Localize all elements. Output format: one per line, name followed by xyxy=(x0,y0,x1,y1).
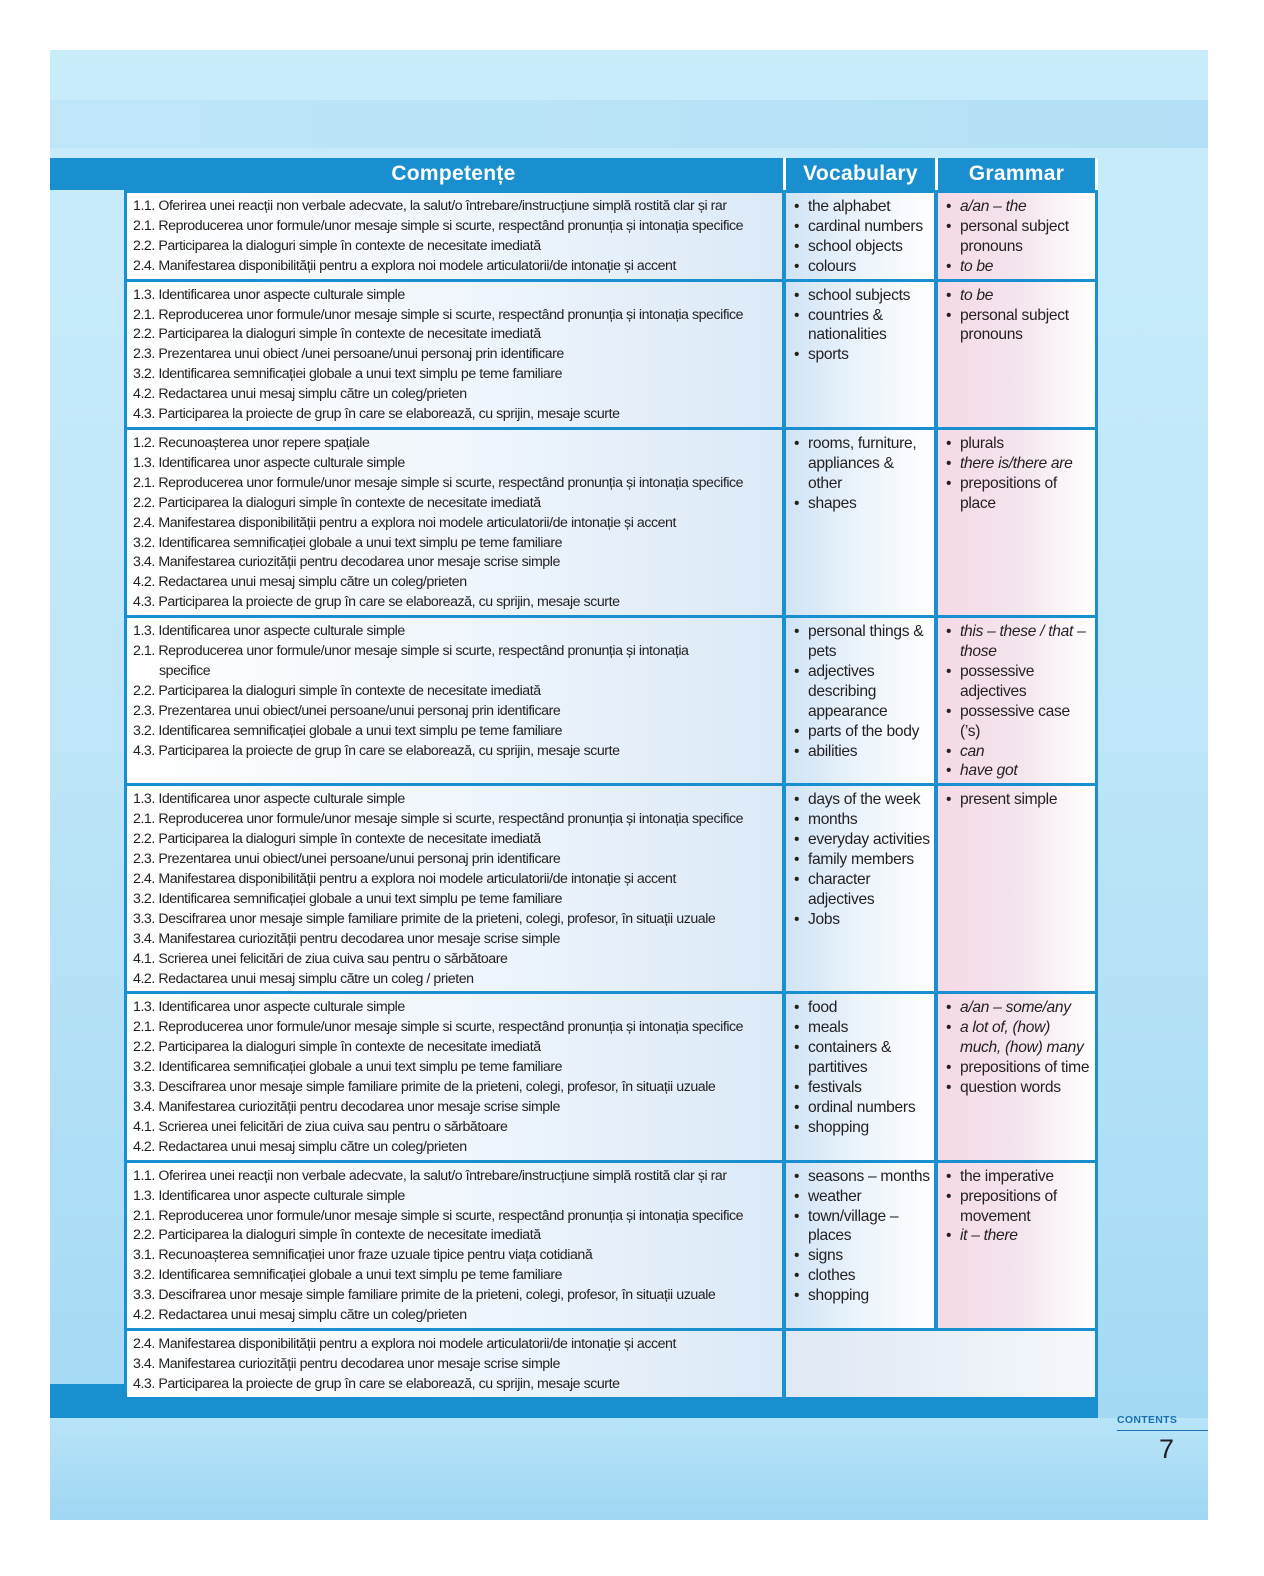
vocabulary-item xyxy=(792,1098,930,1118)
competence-line: 1.2. Recunoașterea unor repere spațiale xyxy=(133,434,370,451)
grammar-cell xyxy=(938,427,1098,615)
grammar-list xyxy=(944,790,1091,810)
grammar-item-text: have got xyxy=(960,762,1018,780)
grammar-item xyxy=(944,1018,1091,1058)
vocabulary-item xyxy=(792,1078,930,1098)
grammar-item-text: question words xyxy=(960,1079,1061,1097)
competence-line: 3.3. Descifrarea unor mesaje simple familiare primite de la prieteni, colegi, profesor, în situații uzuale xyxy=(133,1079,716,1096)
vocabulary-list xyxy=(792,998,930,1137)
grammar-cell xyxy=(938,279,1098,427)
vocabulary-item xyxy=(792,870,930,910)
vocabulary-item xyxy=(792,810,930,830)
header-grammar: Grammar xyxy=(938,158,1098,190)
competence-line: 2.3. Prezentarea unui obiect/unei persoane/unui personaj prin identificare xyxy=(133,702,561,719)
competences-cell xyxy=(124,615,786,783)
competence-line: 2.1. Reproducerea unor formule/unor mesaje simple si scurte, respectând pronunția și intonația specifice xyxy=(133,1019,744,1036)
grammar-item xyxy=(944,742,1091,762)
competence-line: 2.4. Manifestarea disponibilității pentru a explora noi modele articulatorii/de intonație și accent xyxy=(133,514,676,531)
table-row xyxy=(124,783,1098,991)
vocabulary-cell xyxy=(786,279,938,427)
grammar-item-text: can xyxy=(960,742,985,760)
vocabulary-item-text: parts of the body xyxy=(808,722,920,740)
competence-line: 2.1. Reproducerea unor formule/unor mesaje simple si scurte, respectând pronunția și intonația specifice xyxy=(133,217,744,234)
vocabulary-item xyxy=(792,1187,930,1207)
grammar-cell xyxy=(938,1160,1098,1328)
grammar-item-text: present simple xyxy=(960,791,1058,809)
table-body xyxy=(124,190,1098,1400)
grammar-item xyxy=(944,1226,1091,1246)
table-row xyxy=(124,279,1098,427)
grammar-item-text: prepositions of place xyxy=(960,474,1057,512)
grammar-item-text: the imperative xyxy=(960,1167,1054,1185)
page-number: 7 xyxy=(1158,1434,1174,1464)
competence-line: 3.3. Descifrarea unor mesaje simple familiare primite de la prieteni, colegi, profesor, în situații uzuale xyxy=(133,910,716,927)
grammar-cell xyxy=(938,991,1098,1159)
competence-line: 2.1. Reproducerea unor formule/unor mesaje simple si scurte, respectând pronunția și intonația specifice xyxy=(133,811,744,828)
grammar-item-text: prepositions of movement xyxy=(960,1187,1057,1225)
competence-line: 2.2. Participarea la dialoguri simple în contexte de necesitate imediată xyxy=(133,326,541,343)
grammar-list xyxy=(944,1167,1091,1247)
grammar-item xyxy=(944,454,1091,474)
competence-line: 2.4. Manifestarea disponibilității pentru a explora noi modele articulatorii/de intonație și accent xyxy=(133,1335,676,1352)
grammar-item-text: possessive case (’s) xyxy=(960,702,1070,740)
competence-line: 3.4. Manifestarea curiozității pentru decodarea unor mesaje scrise simple xyxy=(133,554,560,571)
vocabulary-item xyxy=(792,1246,930,1266)
vocabulary-item-text: cardinal numbers xyxy=(808,217,923,235)
competence-line: specifice xyxy=(159,662,211,679)
vocabulary-item-text: ordinal numbers xyxy=(808,1098,916,1116)
vocabulary-cell xyxy=(786,190,938,279)
vocabulary-item-text: town/village – places xyxy=(808,1207,899,1245)
footer-band xyxy=(50,1418,1208,1520)
vocabulary-cell xyxy=(786,1160,938,1328)
vocabulary-list xyxy=(792,622,930,761)
competences-cell xyxy=(124,1160,786,1328)
vocabulary-list xyxy=(792,434,930,514)
vocabulary-item xyxy=(792,217,930,237)
vocabulary-item xyxy=(792,622,930,662)
vocabulary-item-text: the alphabet xyxy=(808,198,891,215)
grammar-cell xyxy=(938,783,1098,991)
header-vocabulary: Vocabulary xyxy=(786,158,938,190)
vocabulary-item xyxy=(792,1038,930,1078)
competences-cell xyxy=(124,279,786,427)
competences-cell xyxy=(124,991,786,1159)
vocabulary-list xyxy=(792,790,930,929)
grammar-item-text: a lot of, (how) much, (how) many xyxy=(960,1019,1084,1057)
competence-line: 2.2. Participarea la dialoguri simple în contexte de necesitate imediată xyxy=(133,494,541,511)
vocabulary-cell xyxy=(786,427,938,615)
competence-line: 2.3. Prezentarea unui obiect /unei persoane/unui personaj prin identificare xyxy=(133,346,564,363)
competence-line: 2.3. Prezentarea unui obiect/unei persoane/unui personaj prin identificare xyxy=(133,851,561,868)
grammar-list xyxy=(944,286,1091,346)
vocabulary-item-text: shopping xyxy=(808,1287,869,1305)
vocabulary-list xyxy=(792,197,930,277)
grammar-item xyxy=(944,662,1091,702)
vocabulary-item xyxy=(792,494,930,514)
competence-line: 4.3. Participarea la proiecte de grup în care se elaborează, cu sprijin, mesaje scurte xyxy=(133,406,620,423)
grammar-item xyxy=(944,702,1091,742)
vocabulary-item-text: sports xyxy=(808,346,849,364)
competence-line: 1.3. Identificarea unor aspecte culturale simple xyxy=(133,999,405,1016)
competence-line: 2.1. Reproducerea unor formule/unor mesaje simple si scurte, respectând pronunția și intonația specifice xyxy=(133,306,744,323)
vocabulary-list xyxy=(792,286,930,366)
grammar-cell xyxy=(938,190,1098,279)
competence-line: 3.2. Identificarea semnificației globale a unui text simplu pe teme familiare xyxy=(133,1059,563,1076)
curriculum-table xyxy=(124,158,1098,1400)
grammar-item xyxy=(944,286,1091,306)
vocabulary-item-text: clothes xyxy=(808,1267,856,1285)
vocabulary-item-text: adjectives describing appearance xyxy=(808,662,888,720)
grammar-item xyxy=(944,1167,1091,1187)
competence-line: 1.1. Oferirea unei reacții non verbale adecvate, la salut/o întrebare/instrucțiune simplă rostită clar și rar xyxy=(133,1167,727,1184)
vocabulary-item-text: seasons – months xyxy=(808,1167,930,1185)
grammar-item-text: a/an – some/any xyxy=(960,999,1071,1017)
grammar-item xyxy=(944,1187,1091,1227)
vocabulary-item xyxy=(792,197,930,217)
vocabulary-item-text: shapes xyxy=(808,494,857,512)
vocabulary-item xyxy=(792,742,930,762)
vocabulary-item-text: shopping xyxy=(808,1118,869,1136)
table-row-final xyxy=(124,1328,1098,1400)
curriculum-table-wrapper xyxy=(124,158,1098,1400)
grammar-item-text: prepositions of time xyxy=(960,1059,1090,1077)
competence-line: 3.4. Manifestarea curiozității pentru decodarea unor mesaje scrise simple xyxy=(133,930,560,947)
competence-line: 2.2. Participarea la dialoguri simple în contexte de necesitate imediată xyxy=(133,831,541,848)
competence-line: 2.4. Manifestarea disponibilității pentru a explora noi modele articulatorii/de intonație și accent xyxy=(133,871,676,887)
grammar-list xyxy=(944,197,1091,277)
vocabulary-item xyxy=(792,257,930,277)
vocabulary-item xyxy=(792,1118,930,1138)
competence-line: 4.3. Participarea la proiecte de grup în care se elaborează, cu sprijin, mesaje scurte xyxy=(133,594,620,611)
grammar-item xyxy=(944,217,1091,257)
competence-line: 3.2. Identificarea semnificației globale a unui text simplu pe teme familiare xyxy=(133,534,563,551)
grammar-item-text: this – these / that – those xyxy=(960,623,1086,661)
competence-line: 4.2. Redactarea unui mesaj simplu către un coleg/prieten xyxy=(133,574,467,591)
grammar-item xyxy=(944,622,1091,662)
competences-cell xyxy=(124,783,786,991)
competence-line: 3.2. Identificarea semnificației globale a unui text simplu pe teme familiare xyxy=(133,1267,563,1284)
vocabulary-cell xyxy=(786,783,938,991)
vocabulary-item-text: family members xyxy=(808,851,914,869)
competence-line: 4.2. Redactarea unui mesaj simplu către un coleg/prieten xyxy=(133,386,467,403)
vocabulary-item-text: colours xyxy=(808,257,857,275)
vocabulary-item xyxy=(792,306,930,346)
vocabulary-item xyxy=(792,1286,930,1306)
competence-line: 4.2. Redactarea unui mesaj simplu către un coleg / prieten xyxy=(133,970,474,987)
grammar-item-text: plurals xyxy=(960,434,1004,452)
vocabulary-cell xyxy=(786,615,938,783)
vocabulary-item xyxy=(792,662,930,722)
competence-line: 3.4. Manifestarea curiozității pentru decodarea unor mesaje scrise simple xyxy=(133,1355,560,1372)
competence-line: 3.2. Identificarea semnificației globale a unui text simplu pe teme familiare xyxy=(133,890,563,907)
competence-line: 3.4. Manifestarea curiozității pentru decodarea unor mesaje scrise simple xyxy=(133,1098,560,1115)
vocabulary-list xyxy=(792,1167,930,1306)
vocabulary-item-text: school objects xyxy=(808,237,903,255)
grammar-item-text: there is/there are xyxy=(960,454,1073,472)
vocabulary-cell xyxy=(786,991,938,1159)
grammar-item-text: it – there xyxy=(960,1227,1018,1245)
vocabulary-item xyxy=(792,722,930,742)
competence-line: 3.3. Descifrarea unor mesaje simple familiare primite de la prieteni, colegi, profesor, în situații uzuale xyxy=(133,1287,716,1304)
grammar-item xyxy=(944,790,1091,810)
table-row xyxy=(124,615,1098,783)
vocabulary-item xyxy=(792,286,930,306)
grammar-item-text: a/an – the xyxy=(960,198,1027,215)
competence-line: 2.2. Participarea la dialoguri simple în contexte de necesitate imediată xyxy=(133,682,541,699)
table-row xyxy=(124,1160,1098,1328)
competence-line: 2.2. Participarea la dialoguri simple în contexte de necesitate imediată xyxy=(133,237,541,254)
grammar-list xyxy=(944,622,1091,781)
competence-line: 3.2. Identificarea semnificației globale a unui text simplu pe teme familiare xyxy=(133,366,563,383)
competence-line: 2.2. Participarea la dialoguri simple în contexte de necesitate imediată xyxy=(133,1227,541,1244)
vocabulary-item-text: festivals xyxy=(808,1079,862,1097)
vocabulary-item-text: rooms, furniture, appliances & other xyxy=(808,434,917,492)
vocabulary-item xyxy=(792,434,930,494)
vocabulary-item-text: Jobs xyxy=(808,910,840,928)
vocabulary-item-text: school subjects xyxy=(808,286,911,304)
grammar-item xyxy=(944,998,1091,1018)
competences-cell xyxy=(124,190,786,279)
vocabulary-item-text: signs xyxy=(808,1247,843,1265)
grammar-list xyxy=(944,434,1091,514)
competence-line: 1.3. Identificarea unor aspecte culturale simple xyxy=(133,286,405,303)
vocabulary-item xyxy=(792,790,930,810)
table-row xyxy=(124,991,1098,1159)
vocabulary-item xyxy=(792,1266,930,1286)
grammar-list xyxy=(944,998,1091,1098)
competence-line: 1.3. Identificarea unor aspecte culturale simple xyxy=(133,623,405,640)
header-competente: Competențe xyxy=(124,158,786,190)
vocabulary-item-text: food xyxy=(808,999,838,1017)
grammar-item xyxy=(944,434,1091,454)
grammar-item-text: to be xyxy=(960,257,994,275)
contents-link[interactable]: CONTENTS xyxy=(1117,1414,1178,1426)
contents-underline xyxy=(1117,1430,1208,1431)
header-band xyxy=(50,100,1208,148)
grammar-item xyxy=(944,1058,1091,1078)
vocabulary-item-text: abilities xyxy=(808,742,858,760)
competences-cell xyxy=(124,427,786,615)
vocabulary-item-text: months xyxy=(808,811,858,829)
table-header-row xyxy=(124,158,1098,190)
grammar-item xyxy=(944,257,1091,277)
vocabulary-item-text: meals xyxy=(808,1019,849,1037)
competence-line: 4.3. Participarea la proiecte de grup în care se elaborează, cu sprijin, mesaje scurte xyxy=(133,1375,620,1392)
vocabulary-item xyxy=(792,850,930,870)
vocabulary-item xyxy=(792,830,930,850)
grammar-cell xyxy=(938,615,1098,783)
vocabulary-item xyxy=(792,998,930,1018)
vocabulary-item xyxy=(792,1207,930,1247)
vocabulary-item-text: countries & nationalities xyxy=(808,306,887,344)
competence-line: 4.3. Participarea la proiecte de grup în care se elaborează, cu sprijin, mesaje scurte xyxy=(133,742,620,759)
table-row xyxy=(124,190,1098,279)
table-row xyxy=(124,427,1098,615)
competence-line: 1.3. Identificarea unor aspecte culturale simple xyxy=(133,791,405,808)
grammar-item xyxy=(944,1078,1091,1098)
vocabulary-item-text: containers & partitives xyxy=(808,1039,892,1077)
grammar-item xyxy=(944,474,1091,514)
competence-line: 2.4. Manifestarea disponibilității pentru a explora noi modele articulatorii/de intonație și accent xyxy=(133,257,676,274)
competence-line: 2.1. Reproducerea unor formule/unor mesaje simple si scurte, respectând pronunția și intonația specifice xyxy=(133,474,744,491)
grammar-item-text: personal subject pronouns xyxy=(960,306,1069,344)
vocabulary-item-text: everyday activities xyxy=(808,831,930,849)
header-accent-bar xyxy=(50,158,124,190)
competence-line: 4.2. Redactarea unui mesaj simplu către un coleg/prieten xyxy=(133,1307,467,1324)
competence-line: 1.3. Identificarea unor aspecte culturale simple xyxy=(133,454,405,471)
competence-line: 4.1. Scrierea unei felicitări de ziua cuiva sau pentru o sărbătoare xyxy=(133,1118,508,1135)
vocabulary-item xyxy=(792,910,930,930)
empty-cell xyxy=(786,1328,1098,1400)
grammar-item-text: possessive adjectives xyxy=(960,662,1035,700)
grammar-item xyxy=(944,761,1091,781)
vocabulary-item-text: character adjectives xyxy=(808,871,875,908)
grammar-item-text: to be xyxy=(960,286,994,304)
vocabulary-item-text: personal things & pets xyxy=(808,623,924,661)
grammar-item xyxy=(944,306,1091,346)
vocabulary-item xyxy=(792,345,930,365)
vocabulary-item xyxy=(792,237,930,257)
competence-line: 1.3. Identificarea unor aspecte culturale simple xyxy=(133,1187,405,1204)
competence-line: 4.2. Redactarea unui mesaj simplu către un coleg/prieten xyxy=(133,1138,467,1155)
competence-line: 1.1. Oferirea unei reacții non verbale adecvate, la salut/o întrebare/instrucțiune simplă rostită clar și rar xyxy=(133,198,727,214)
competence-line: 2.1. Reproducerea unor formule/unor mesaje simple si scurte, respectând pronunția și intonația xyxy=(133,643,689,660)
vocabulary-item-text: days of the week xyxy=(808,791,921,809)
competences-cell xyxy=(124,1328,786,1400)
vocabulary-item xyxy=(792,1167,930,1187)
grammar-item-text: personal subject pronouns xyxy=(960,217,1069,255)
competence-line: 4.1. Scrierea unei felicitări de ziua cuiva sau pentru o sărbătoare xyxy=(133,950,508,967)
grammar-item xyxy=(944,197,1091,217)
competence-line: 2.1. Reproducerea unor formule/unor mesaje simple si scurte, respectând pronunția și intonația specifice xyxy=(133,1207,744,1224)
vocabulary-item-text: weather xyxy=(808,1187,862,1205)
competence-line: 2.2. Participarea la dialoguri simple în contexte de necesitate imediată xyxy=(133,1039,541,1056)
competence-line: 3.2. Identificarea semnificației globale a unui text simplu pe teme familiare xyxy=(133,722,563,739)
competence-line: 3.1. Recunoașterea semnificației unor fraze uzuale tipice pentru viața cotidiană xyxy=(133,1247,593,1264)
vocabulary-item xyxy=(792,1018,930,1038)
